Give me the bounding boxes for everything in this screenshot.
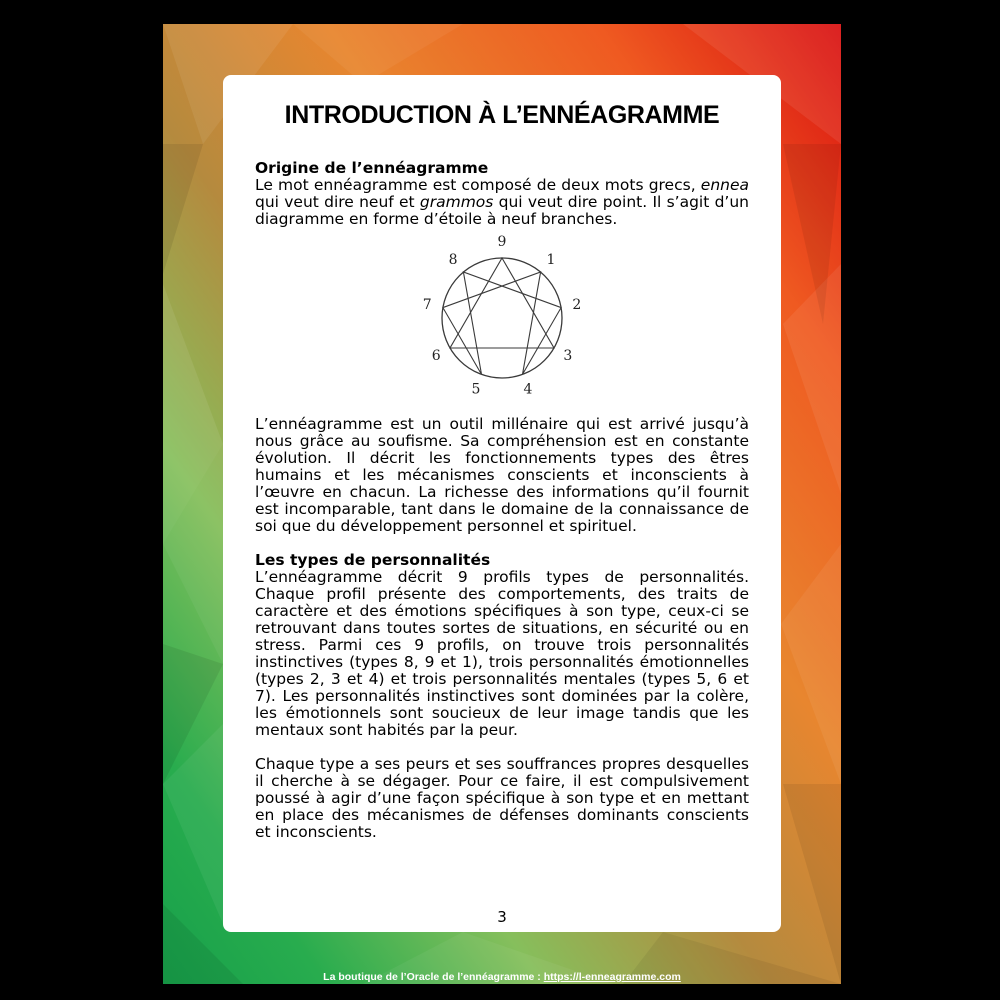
paragraph-enneagram-tool: L’ennéagramme est un outil millénaire qui est arrivé jusqu’à nous grâce au soufisme. Sa compréhension est en constante évolution. Il décrit les fonctionnements types des êtres humains et les mécanismes conscients et inconscients à l’œuvre en chacun. La richesse des informations qu’il fournit est incomparable, tant dans le domaine de la connaissance de soi que du développement personnel et spirituel. <box>255 415 749 535</box>
enneagram-hexad <box>443 272 561 374</box>
page-number: 3 <box>497 908 507 926</box>
content-page <box>223 75 781 932</box>
paragraph-origin: Le mot ennéagramme est composé de deux mots grecs, ennea qui veut dire neuf et grammos qui veut dire point. Il s’agit d’un diagramme en forme d’étoile à neuf branches. <box>255 176 749 228</box>
footer <box>163 971 841 983</box>
enneagram-label-8: 8 <box>448 251 458 268</box>
paragraph-fears: Chaque type a ses peurs et ses souffrances propres desquelles il cherche à se dégager. Pour ce faire, il est compulsivement poussé à agir d’une façon spécifique à son type et en mettant en place des mécanismes de défenses dominants conscients et inconscients. <box>255 755 749 841</box>
section-heading-types: Les types de personnalités <box>255 551 491 569</box>
enneagram-label-6: 6 <box>431 348 441 364</box>
enneagram-circle <box>442 258 562 378</box>
enneagram-triangle <box>450 258 554 348</box>
enneagram-label-9: 9 <box>497 234 507 250</box>
footer-text: La boutique de l’Oracle de l’ennéagramme : <box>323 971 544 983</box>
term-ennea: ennea <box>700 176 749 194</box>
poster <box>163 24 841 984</box>
enneagram-label-7: 7 <box>422 296 432 313</box>
enneagram-diagram <box>407 232 597 402</box>
enneagram-label-4: 4 <box>523 381 533 398</box>
enneagram-label-1: 1 <box>546 251 556 268</box>
footer-link[interactable]: https://l-enneagramme.com <box>543 971 681 983</box>
term-grammos: grammos <box>419 193 494 211</box>
section-heading-origin: Origine de l’ennéagramme <box>255 159 489 177</box>
enneagram-label-5: 5 <box>471 381 481 398</box>
page-title: INTRODUCTION À L’ENNÉAGRAMME <box>284 101 720 129</box>
paragraph-personality-types: L’ennéagramme décrit 9 profils types de personnalités. Chaque profil présente des comportements, des traits de caractère et des émotions spécifiques à son type, ceux-ci se retrouvant dans toutes sortes de situations, en sécurité ou en stress. Parmi ces 9 profils, on trouve trois personnalités instinctives (types 8, 9 et 1), trois personnalités émotionnelles (types 2, 3 et 4) et trois personnalités mentales (types 5, 6 et 7). Les personnalités instinctives sont dominées par la colère, les émotionnels sont soucieux de leur image tandis que les mentaux sont habités par la peur. <box>255 568 749 739</box>
enneagram-label-2: 2 <box>572 296 582 313</box>
enneagram-label-3: 3 <box>563 348 573 364</box>
